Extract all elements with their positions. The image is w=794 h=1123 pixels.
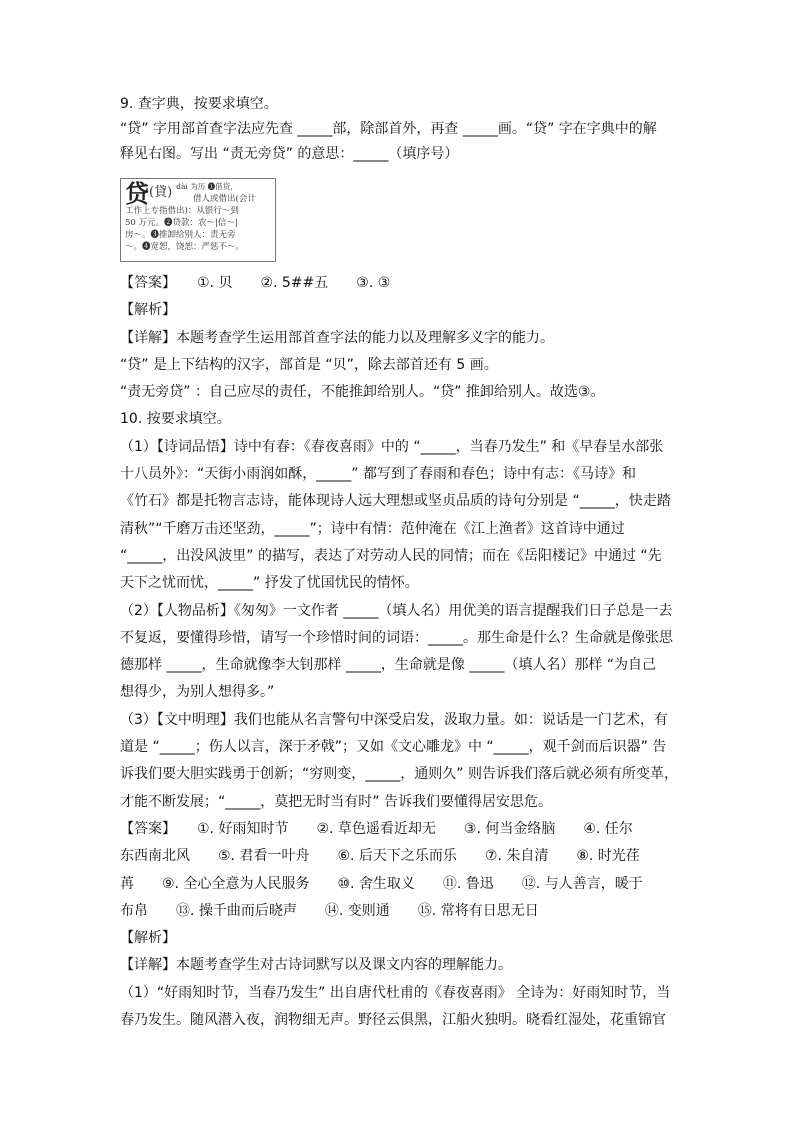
question-10-text: 清秋”“千磨万击还坚劲，_____”；诗中有情：范仲淹在《江上渔者》这首诗中通过 xyxy=(120,520,625,537)
question-10-text: （1）【诗词品悟】诗中有春：《春夜喜雨》中的 “_____，当春乃发生” 和《早春呈水部张 xyxy=(120,438,664,455)
dictionary-variant: (貸) xyxy=(149,185,173,200)
dictionary-char: 贷 xyxy=(125,179,149,208)
question-10-text: 不复返，要懂得珍惜，请写一个珍惜时间的词语：_____。那生命是什么？生命就是像张思 xyxy=(120,629,673,646)
question-10-text: （3）【文中明理】我们也能从名言警句中深受启发，汲取力量。如：说话是一门艺术，有 xyxy=(120,711,668,728)
question-10-answer: 东西南北风 ⑤. 君看一叶舟 ⑥. 后天下之乐而乐 ⑦. 朱自清 ⑧. 时光荏 xyxy=(120,848,640,865)
question-10-detail: 【详解】本题考查学生对古诗词默写以及课文内容的理解能力。 xyxy=(120,957,512,974)
dictionary-pinyin: dài 为历 ❶借贷， xyxy=(176,182,238,191)
dictionary-line: 50 万元。❷贷款：农～|信～| xyxy=(125,218,238,228)
dictionary-line: ～。❹宽恕，饶恕：严惩不～。 xyxy=(125,242,245,252)
question-10-analysis-label: 【解析】 xyxy=(120,930,176,947)
question-10-text: （2）【人物品析】《匆匆》一文作者 _____（填人名）用优美的语言提醒我们日子总是一去 xyxy=(120,602,673,619)
dictionary-entry-image xyxy=(120,178,276,262)
question-9-detail: 【详解】本题考查学生运用部首查字法的能力以及理解多义字的能力。 xyxy=(120,329,554,346)
dictionary-line: 工作上专指借出)：从银行～到 xyxy=(125,206,239,216)
question-10-text: 天下之忧而忧，_____” 抒发了忧国忧民的情怀。 xyxy=(120,575,419,592)
question-10-text: 德那样 _____，生命就像李大钊那样 _____，生命就是像 _____（填人名）那样 “为自己 xyxy=(120,657,657,674)
question-10-text: 才能不断发展；“_____，莫把无时当有时” 告诉我们要懂得居安思危。 xyxy=(120,793,552,810)
question-10-text: 诉我们要大胆实践勇于创新；“穷则变，_____，通则久” 则告诉我们落后就必须有所变革， xyxy=(120,766,678,783)
question-9-answer: 【答案】 ①. 贝 ②. 5##五 ③. ③ xyxy=(120,275,391,291)
document-body xyxy=(120,270,700,1034)
question-10-text: 十八员外》：“天街小雨润如酥，_____” 都写到了春雨和春色；诗中有志：《马诗》和 xyxy=(120,466,636,483)
question-9-detail: “责无旁贷” ：自己应尽的责任，不能推卸给别人。“贷” 推卸给别人。故选③。 xyxy=(120,384,605,401)
question-9-title: 9. 查字典，按要求填空。 xyxy=(120,96,278,112)
question-9-analysis-label: 【解析】 xyxy=(120,302,176,319)
question-10-detail: （1）“好雨知时节，当春乃发生” 出自唐代杜甫的《春夜喜雨》 全诗为：好雨知时节，当 xyxy=(120,984,671,1001)
question-10-text: “_____，出没风波里” 的描写，表达了对劳动人民的同情；而在《岳阳楼记》中通过 “先 xyxy=(120,547,662,564)
question-10-answer: 【答案】 ①. 好雨知时节 ②. 草色遥看近却无 ③. 何当金络脑 ④. 任尔 xyxy=(120,820,633,837)
question-10-text: 想得少，为别人想得多。” xyxy=(120,684,275,701)
question-10-answer: 苒 ⑨. 全心全意为人民服务 ⑩. 舍生取义 ⑪. 鲁迅 ⑫. 与人善言，暖于 xyxy=(120,875,643,892)
dictionary-line: 借人或借出(会计 xyxy=(193,194,256,204)
question-9-text: “贷” 字用部首查字法应先查 _____部，除部首外，再查 _____画。“贷” 字在字典中的解 xyxy=(120,121,657,137)
question-9-detail: “贷” 是上下结构的汉字，部首是 “贝”，除去部首还有 5 画。 xyxy=(120,356,498,373)
question-10-text: 《竹石》都是托物言志诗，能体现诗人远大理想或坚贞品质的诗句分别是 “_____，快走踏 xyxy=(120,493,671,510)
question-10-text: 道是 “_____；伤人以言，深于矛戟”；又如《文心雕龙》中 “_____，观千剑而后识器” 告 xyxy=(120,739,667,756)
question-10-answer: 布帛 ⑬. 操千曲而后晓声 ⑭. 变则通 ⑮. 常将有日思无日 xyxy=(120,902,539,919)
dictionary-line: 房～。❸推卸给别人：责无旁 xyxy=(125,230,236,240)
question-10-title: 10. 按要求填空。 xyxy=(120,411,231,428)
question-10-detail: 春乃发生。随风潜入夜，润物细无声。野径云俱黑，江船火独明。晓看红湿处，花重锦官 xyxy=(120,1012,666,1029)
question-9-text: 释见右图。写出 “责无旁贷” 的意思：_____（填序号） xyxy=(120,146,459,162)
